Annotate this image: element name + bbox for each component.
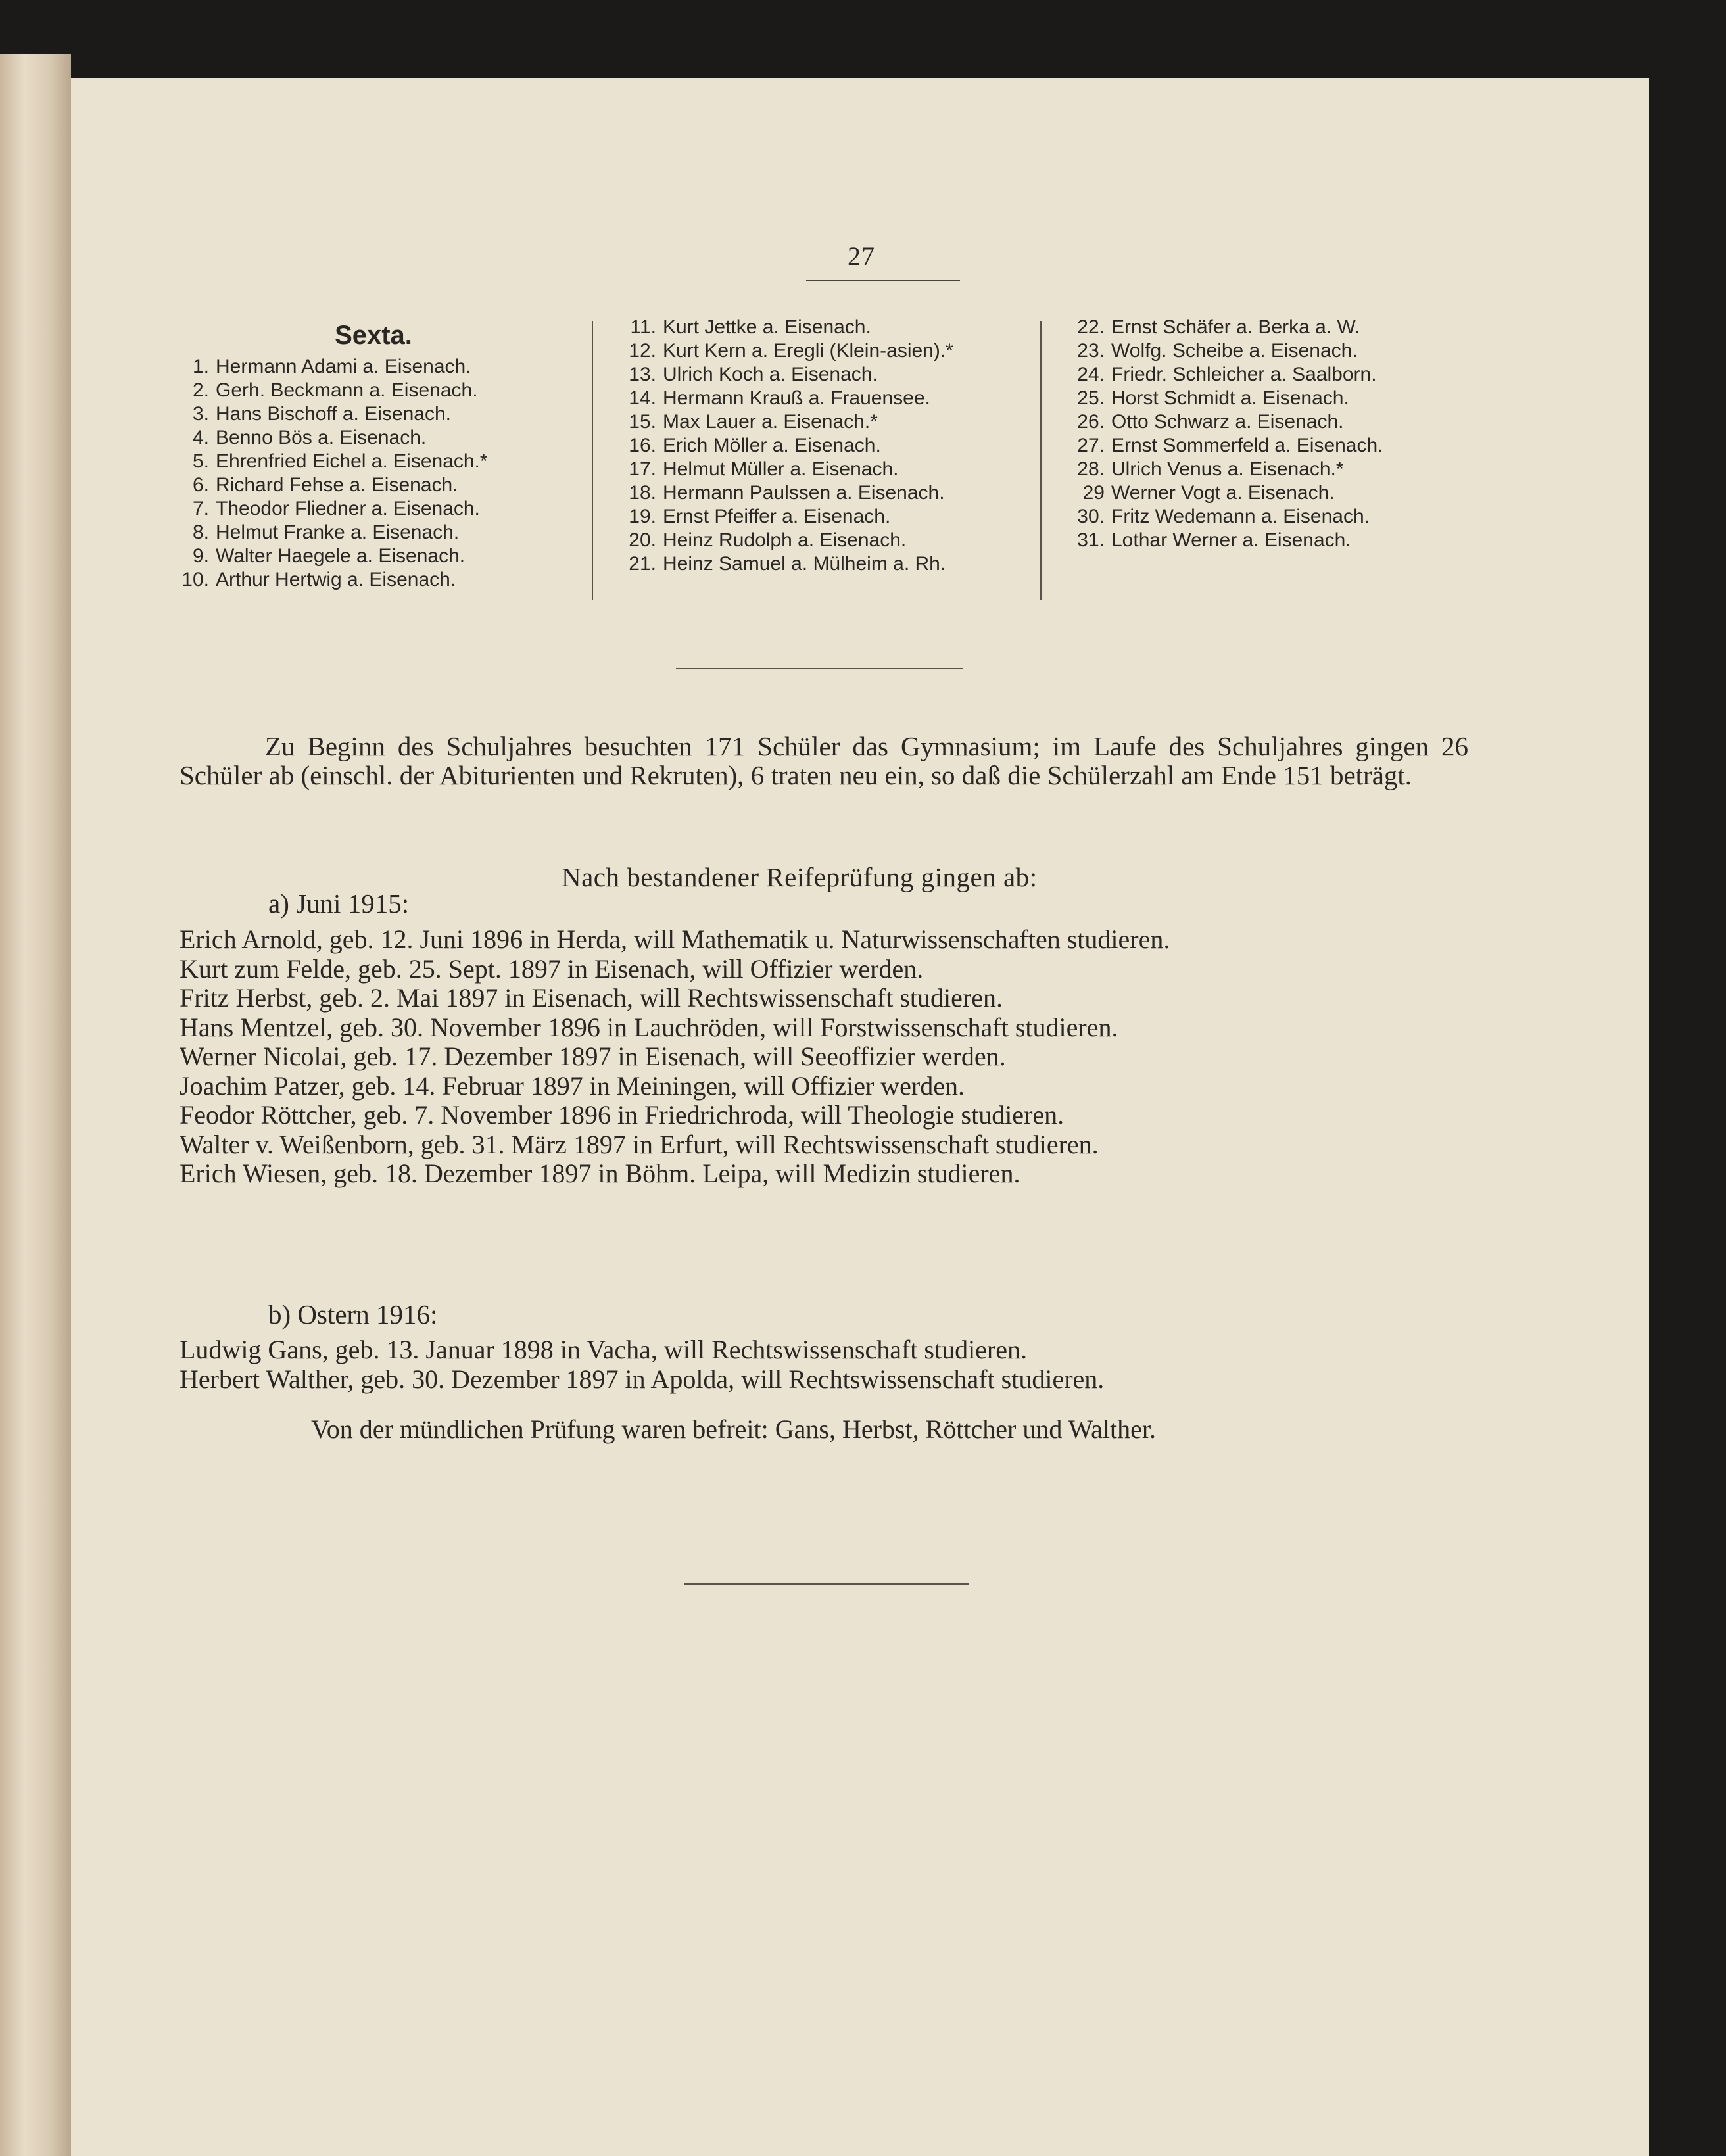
graduate-entry: Fritz Herbst, geb. 2. Mai 1897 in Eisenach, will Rechtswissenschaft studieren. (180, 983, 1003, 1013)
sexta-list-2 (617, 316, 1090, 576)
entry-number: 1. (192, 356, 209, 377)
section-divider (676, 668, 963, 669)
entry-number: 20. (629, 529, 656, 551)
student-entry (170, 379, 643, 402)
entry-number: 30. (1077, 506, 1105, 527)
school-year-paragraph: Zu Beginn des Schuljahres besuchten 171 Schüler das Gymnasium; im Laufe des Schuljahres gingen 26 Schüler ab (einschl. der Abiturienten und Rekruten), 6 traten neu ein, so daß die Schülerzahl am Ende 151 beträgt. (180, 731, 1468, 790)
graduate-entry: Kurt zum Felde, geb. 25. Sept. 1897 in Eisenach, will Offizier werden. (180, 953, 924, 984)
column-divider (592, 321, 593, 600)
graduate-entry: Herbert Walther, geb. 30. Dezember 1897 in Apolda, will Rechtswissenschaft studieren. (180, 1364, 1105, 1394)
graduate-entry: Joachim Patzer, geb. 14. Februar 1897 in Meiningen, will Offizier werden. (180, 1070, 965, 1101)
graduate-entry: Walter v. Weißenborn, geb. 31. März 1897 in Erfurt, will Rechtswissenschaft studieren. (180, 1129, 1099, 1159)
entry-number: 15. (629, 411, 656, 433)
entry-number: 24. (1077, 364, 1105, 385)
entry-number: 7. (192, 498, 209, 519)
entry-number: 3. (192, 403, 209, 425)
graduate-entry: Ludwig Gans, geb. 13. Januar 1898 in Vacha, will Rechtswissenschaft studieren. (180, 1335, 1028, 1364)
graduate-entry: Werner Nicolai, geb. 17. Dezember 1897 in Eisenach, will Seeoffizier werden. (180, 1042, 1006, 1071)
entry-name: Ehrenfried Eichel a. Eisenach.* (216, 450, 488, 472)
document-page (71, 78, 1649, 2156)
entry-name: Ernst Sommerfeld a. Eisenach. (1111, 435, 1383, 456)
entry-number: 4. (192, 427, 209, 448)
student-entry (1065, 363, 1565, 387)
entry-name: Hans Bischoff a. Eisenach. (216, 403, 451, 425)
entry-number: 5. (192, 450, 209, 472)
entry-number: 6. (192, 474, 209, 496)
entry-name: Hermann Paulssen a. Eisenach. (663, 482, 945, 504)
entry-number: 29 (1082, 482, 1105, 504)
sexta-column-3 (1065, 316, 1565, 552)
student-entry (170, 473, 643, 497)
entry-number: 17. (629, 458, 656, 480)
entry-name: Heinz Rudolph a. Eisenach. (663, 529, 907, 551)
entry-name: Friedr. Schleicher a. Saalborn. (1111, 364, 1377, 385)
entry-name: Kurt Kern a. Eregli (Klein-asien).* (663, 340, 953, 362)
student-entry (170, 568, 643, 592)
entry-number: 27. (1077, 435, 1105, 456)
student-entry (617, 552, 1090, 576)
entry-number: 12. (629, 340, 656, 362)
entry-number: 22. (1077, 316, 1105, 338)
entry-name: Heinz Samuel a. Mülheim a. Rh. (663, 553, 946, 575)
entry-number: 16. (629, 435, 656, 456)
student-entry (617, 434, 1090, 458)
entry-name: Erich Möller a. Eisenach. (663, 435, 881, 456)
student-entry (617, 363, 1090, 387)
entry-number: 25. (1077, 387, 1105, 409)
entry-name: Werner Vogt a. Eisenach. (1111, 482, 1335, 504)
student-entry (617, 316, 1090, 339)
student-entry (617, 481, 1090, 505)
section-b-list (180, 1335, 1468, 1394)
entry-name: Hermann Krauß a. Frauensee. (663, 387, 930, 409)
entry-name: Ulrich Venus a. Eisenach.* (1111, 458, 1344, 480)
graduate-entry: Feodor Röttcher, geb. 7. November 1896 in Friedrichroda, will Theologie studieren. (180, 1100, 1065, 1130)
student-entry (1065, 316, 1565, 339)
entry-name: Otto Schwarz a. Eisenach. (1111, 411, 1344, 433)
entry-number: 21. (629, 553, 656, 575)
section-a-label: a) Juni 1915: (268, 888, 410, 919)
graduate-entry: Erich Arnold, geb. 12. Juni 1896 in Herda, will Mathematik u. Naturwissenschaften studieren. (180, 924, 1170, 954)
sexta-list-1 (170, 355, 643, 592)
reifepruefung-heading: Nach bestandener Reifeprüfung gingen ab: (562, 862, 1038, 892)
entry-number: 2. (192, 379, 209, 401)
entry-name: Horst Schmidt a. Eisenach. (1111, 387, 1349, 409)
sexta-column-2 (617, 316, 1090, 576)
student-entry (1065, 505, 1565, 529)
graduate-entry: Erich Wiesen, geb. 18. Dezember 1897 in Böhm. Leipa, will Medizin studieren. (180, 1159, 1020, 1188)
entry-name: Max Lauer a. Eisenach.* (663, 411, 878, 433)
entry-name: Gerh. Beckmann a. Eisenach. (216, 379, 478, 401)
entry-name: Helmut Müller a. Eisenach. (663, 458, 899, 480)
student-entry (170, 544, 643, 568)
student-entry (617, 529, 1090, 552)
entry-number: 26. (1077, 411, 1105, 433)
entry-number: 10. (181, 569, 209, 590)
section-b-label: b) Ostern 1916: (268, 1299, 438, 1330)
entry-number: 13. (629, 364, 656, 385)
entry-number: 14. (629, 387, 656, 409)
entry-number: 18. (629, 482, 656, 504)
section-a-list (180, 925, 1468, 1189)
sexta-list-3 (1065, 316, 1565, 552)
entry-number: 31. (1077, 529, 1105, 551)
exemption-note: Von der mündlichen Prüfung waren befreit: Gans, Herbst, Röttcher und Walther. (311, 1414, 1156, 1444)
student-entry (617, 339, 1090, 363)
student-entry (1065, 387, 1565, 410)
entry-name: Helmut Franke a. Eisenach. (216, 521, 460, 543)
entry-number: 8. (192, 521, 209, 543)
graduate-entry: Hans Mentzel, geb. 30. November 1896 in Lauchröden, will Forstwissenschaft studieren. (180, 1012, 1118, 1042)
student-entry (170, 355, 643, 379)
left-page-edge (0, 54, 71, 2156)
end-divider (684, 1583, 969, 1585)
student-entry (617, 458, 1090, 481)
entry-name: Wolfg. Scheibe a. Eisenach. (1111, 340, 1358, 362)
entry-name: Hermann Adami a. Eisenach. (216, 356, 471, 377)
entry-name: Ernst Schäfer a. Berka a. W. (1111, 316, 1360, 338)
sexta-heading: Sexta. (335, 321, 412, 350)
sexta-column-1 (170, 316, 643, 592)
student-entry (1065, 458, 1565, 481)
entry-name: Benno Bös a. Eisenach. (216, 427, 427, 448)
student-entry (617, 387, 1090, 410)
column-divider (1040, 321, 1042, 600)
entry-name: Fritz Wedemann a. Eisenach. (1111, 506, 1370, 527)
student-entry (1065, 434, 1565, 458)
student-entry (170, 521, 643, 544)
student-entry (170, 497, 643, 521)
entry-name: Richard Fehse a. Eisenach. (216, 474, 458, 496)
entry-name: Kurt Jettke a. Eisenach. (663, 316, 871, 338)
student-entry (1065, 410, 1565, 434)
student-entry (170, 426, 643, 450)
student-entry (1065, 529, 1565, 552)
student-entry (617, 410, 1090, 434)
entry-name: Arthur Hertwig a. Eisenach. (216, 569, 456, 590)
entry-number: 23. (1077, 340, 1105, 362)
student-entry (170, 450, 643, 473)
student-entry (617, 505, 1090, 529)
student-entry (170, 402, 643, 426)
entry-name: Ulrich Koch a. Eisenach. (663, 364, 878, 385)
entry-number: 28. (1077, 458, 1105, 480)
page-number-rule (806, 280, 960, 281)
entry-name: Ernst Pfeiffer a. Eisenach. (663, 506, 891, 527)
entry-number: 11. (630, 316, 656, 338)
entry-number: 9. (192, 545, 209, 567)
student-entry (1065, 481, 1565, 505)
entry-name: Theodor Fliedner a. Eisenach. (216, 498, 480, 519)
entry-name: Lothar Werner a. Eisenach. (1111, 529, 1351, 551)
entry-name: Walter Haegele a. Eisenach. (216, 545, 466, 567)
entry-number: 19. (629, 506, 656, 527)
page-number: 27 (848, 241, 875, 271)
student-entry (1065, 339, 1565, 363)
